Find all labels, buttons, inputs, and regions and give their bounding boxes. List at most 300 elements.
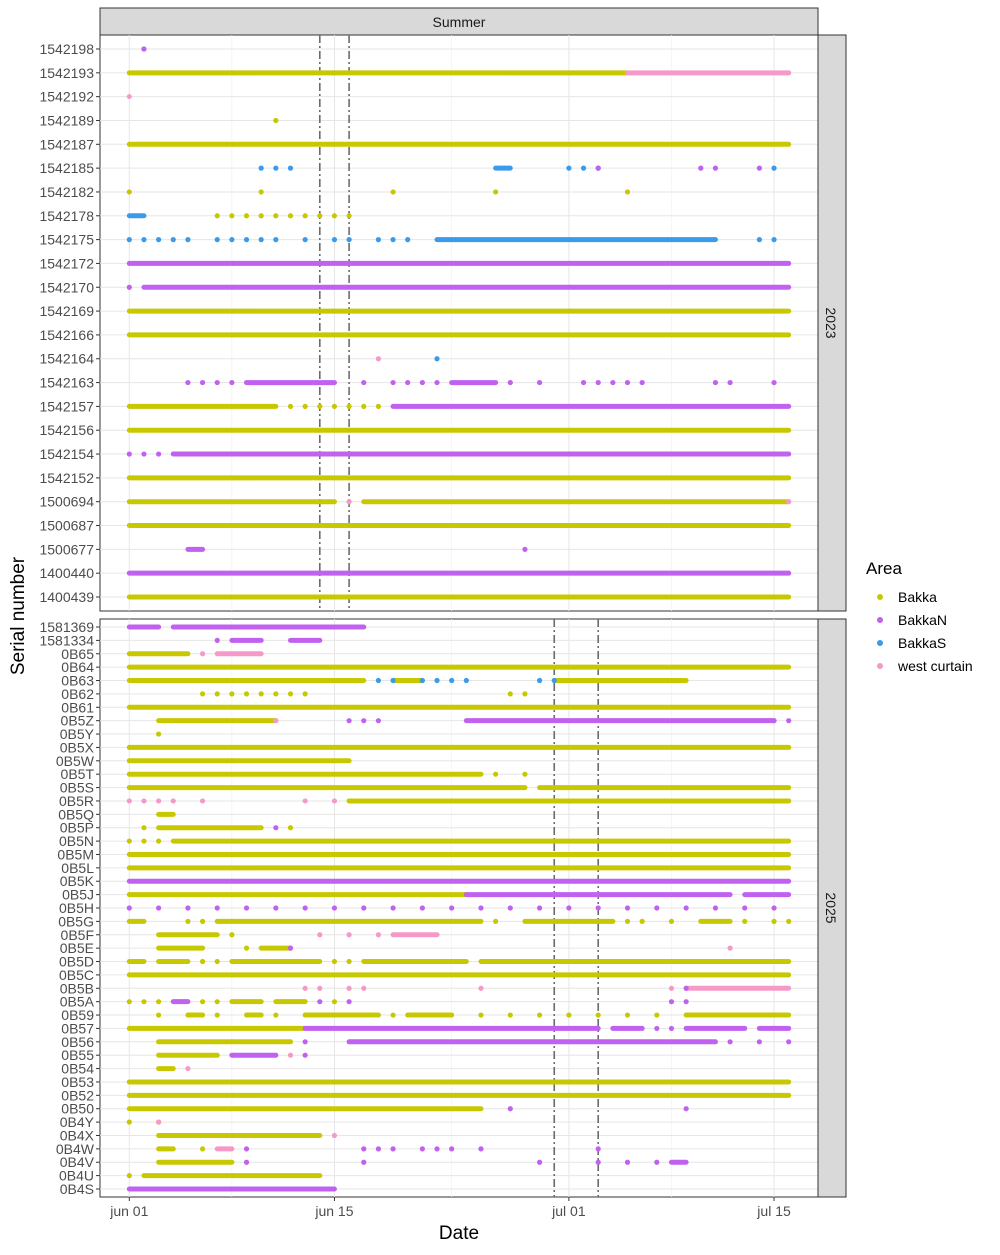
detection-point xyxy=(215,380,220,385)
detection-point xyxy=(361,986,366,991)
detection-point xyxy=(596,1146,601,1151)
detection-point xyxy=(640,380,645,385)
panel-2025 xyxy=(39,619,846,1197)
detection-point xyxy=(303,905,308,910)
panel-2023 xyxy=(39,35,846,611)
detection-point xyxy=(625,905,630,910)
y-tick-label: 1542166 xyxy=(39,326,94,343)
detection-point xyxy=(478,1012,483,1017)
detection-point xyxy=(361,404,366,409)
detection-point xyxy=(596,1160,601,1165)
y-tick-label: 0B5L xyxy=(61,859,94,876)
legend-label: BakkaS xyxy=(898,635,947,651)
detection-point xyxy=(786,499,791,504)
detection-point xyxy=(317,999,322,1004)
detection-point xyxy=(596,1012,601,1017)
y-axis-title: Serial number xyxy=(8,556,29,676)
detection-point xyxy=(581,166,586,171)
detection-point xyxy=(522,547,527,552)
detection-point xyxy=(434,678,439,683)
detection-point xyxy=(259,189,264,194)
detection-point xyxy=(405,380,410,385)
detection-point xyxy=(332,404,337,409)
detection-point xyxy=(771,166,776,171)
y-tick-label: 1400439 xyxy=(39,589,94,605)
detection-point xyxy=(522,691,527,696)
detection-point xyxy=(508,691,513,696)
detection-point xyxy=(215,691,220,696)
detection-point xyxy=(156,999,161,1004)
detection-point xyxy=(566,166,571,171)
detection-point xyxy=(684,1106,689,1111)
detection-point xyxy=(200,691,205,696)
detection-point xyxy=(273,166,278,171)
x-tick-label: jul 15 xyxy=(757,1203,791,1219)
detection-point xyxy=(127,838,132,843)
detection-point xyxy=(361,718,366,723)
detection-point xyxy=(215,1012,220,1017)
y-tick-label: 1542154 xyxy=(39,446,94,463)
detection-point xyxy=(303,237,308,242)
detection-point xyxy=(141,798,146,803)
detection-point xyxy=(537,905,542,910)
detection-point xyxy=(215,999,220,1004)
facet-strip-title: Summer xyxy=(432,14,486,30)
detection-point xyxy=(244,213,249,218)
detection-point xyxy=(273,825,278,830)
detection-point xyxy=(493,919,498,924)
detection-point xyxy=(347,986,352,991)
y-tick-label: 1542178 xyxy=(39,207,94,224)
detection-point xyxy=(552,678,557,683)
y-tick-label: 1500677 xyxy=(39,541,94,558)
detection-point xyxy=(684,999,689,1004)
detection-point xyxy=(273,118,278,123)
y-tick-label: 0B5E xyxy=(59,940,94,957)
detection-point xyxy=(449,1146,454,1151)
detection-point xyxy=(332,999,337,1004)
y-tick-label: 0B5A xyxy=(59,993,94,1010)
detection-point xyxy=(127,285,132,290)
detection-point xyxy=(596,905,601,910)
detection-point xyxy=(508,1106,513,1111)
detection-point xyxy=(229,380,234,385)
detection-point xyxy=(625,919,630,924)
detection-point xyxy=(786,919,791,924)
detection-point xyxy=(259,237,264,242)
detection-point xyxy=(332,213,337,218)
detection-point xyxy=(405,237,410,242)
detection-point xyxy=(508,905,513,910)
y-tick-label: 0B5Y xyxy=(59,726,94,743)
y-tick-label: 0B5P xyxy=(59,819,94,836)
detection-point xyxy=(273,691,278,696)
y-tick-label: 1542187 xyxy=(39,136,94,153)
detection-point xyxy=(332,959,337,964)
y-tick-label: 0B55 xyxy=(61,1047,94,1064)
detection-point xyxy=(200,651,205,656)
y-tick-label: 0B56 xyxy=(61,1033,94,1050)
detection-point xyxy=(303,986,308,991)
y-tick-label: 0B5F xyxy=(60,926,94,943)
y-tick-label: 1581334 xyxy=(39,632,94,649)
detection-point xyxy=(156,838,161,843)
detection-point xyxy=(347,999,352,1004)
detection-point xyxy=(127,237,132,242)
legend-key xyxy=(877,594,883,600)
legend-key xyxy=(877,640,883,646)
detection-point xyxy=(537,1160,542,1165)
y-tick-label: 0B5B xyxy=(59,980,94,997)
detection-point xyxy=(347,959,352,964)
detection-point xyxy=(288,691,293,696)
y-tick-label: 1542156 xyxy=(39,422,94,439)
detection-point xyxy=(434,1146,439,1151)
y-tick-label: 1400440 xyxy=(39,565,94,582)
detection-point xyxy=(273,1012,278,1017)
detection-point xyxy=(259,166,264,171)
y-tick-label: 0B5R xyxy=(58,792,94,809)
detection-point xyxy=(390,1146,395,1151)
detection-point xyxy=(215,959,220,964)
y-tick-label: 1542175 xyxy=(39,231,94,248)
detection-point xyxy=(273,237,278,242)
legend-key xyxy=(877,617,883,623)
detection-point xyxy=(742,919,747,924)
detection-point xyxy=(390,1012,395,1017)
detection-point xyxy=(141,838,146,843)
y-tick-label: 0B57 xyxy=(61,1020,94,1037)
detection-point xyxy=(185,1066,190,1071)
detection-point xyxy=(229,213,234,218)
facet-strip-2025-label: 2025 xyxy=(823,892,839,924)
y-tick-label: 0B5K xyxy=(59,873,94,890)
detection-point xyxy=(347,237,352,242)
y-tick-label: 0B65 xyxy=(61,645,94,662)
facet-strip-2023-label: 2023 xyxy=(823,307,839,339)
legend-label: BakkaN xyxy=(898,612,948,628)
detection-point xyxy=(493,772,498,777)
x-tick-label: jun 01 xyxy=(110,1203,149,1219)
detection-point xyxy=(478,905,483,910)
legend-label: west curtain xyxy=(898,658,973,674)
detection-point xyxy=(654,905,659,910)
detection-point xyxy=(757,1039,762,1044)
detection-point xyxy=(684,905,689,910)
detection-point xyxy=(288,825,293,830)
detection-point xyxy=(390,380,395,385)
y-tick-label: 1542157 xyxy=(39,398,94,415)
detection-point xyxy=(742,905,747,910)
detection-point xyxy=(361,1160,366,1165)
detection-point xyxy=(376,932,381,937)
detection-point xyxy=(698,166,703,171)
detection-point xyxy=(625,380,630,385)
detection-point xyxy=(771,919,776,924)
detection-point xyxy=(303,1039,308,1044)
detection-point xyxy=(244,905,249,910)
detection-point xyxy=(156,798,161,803)
legend-key xyxy=(877,663,883,669)
detection-point xyxy=(390,905,395,910)
detection-point xyxy=(610,380,615,385)
y-tick-label: 0B5X xyxy=(59,739,94,756)
detection-point xyxy=(317,404,322,409)
detection-point xyxy=(654,1160,659,1165)
y-tick-label: 0B5M xyxy=(57,846,94,863)
detection-point xyxy=(259,213,264,218)
detection-point xyxy=(420,380,425,385)
y-tick-label: 0B5Q xyxy=(58,806,94,823)
detection-point xyxy=(347,499,352,504)
detection-point xyxy=(288,166,293,171)
detection-point xyxy=(376,237,381,242)
y-tick-label: 0B5C xyxy=(58,966,94,983)
detection-point xyxy=(347,718,352,723)
detection-point xyxy=(596,380,601,385)
detection-point xyxy=(361,380,366,385)
detection-point xyxy=(156,731,161,736)
detection-point xyxy=(361,905,366,910)
detection-point xyxy=(376,404,381,409)
detection-point xyxy=(449,678,454,683)
y-tick-label: 1542152 xyxy=(39,469,94,486)
detection-point xyxy=(127,451,132,456)
detection-point xyxy=(127,1119,132,1124)
detection-point xyxy=(156,905,161,910)
detection-point xyxy=(581,380,586,385)
detection-point xyxy=(141,825,146,830)
detection-point xyxy=(288,213,293,218)
detection-point xyxy=(478,1146,483,1151)
detection-point xyxy=(273,718,278,723)
detection-point xyxy=(625,189,630,194)
y-tick-label: 0B52 xyxy=(61,1087,94,1104)
detection-point xyxy=(420,905,425,910)
detection-point xyxy=(200,1146,205,1151)
y-tick-label: 0B54 xyxy=(61,1060,94,1077)
detection-point xyxy=(200,959,205,964)
detection-point xyxy=(493,189,498,194)
detection-point xyxy=(127,905,132,910)
detection-point xyxy=(303,1053,308,1058)
y-tick-label: 1542185 xyxy=(39,160,94,177)
detection-point xyxy=(141,999,146,1004)
x-tick-label: jun 15 xyxy=(315,1203,354,1219)
detection-point xyxy=(537,380,542,385)
detection-point xyxy=(185,905,190,910)
detection-point xyxy=(640,919,645,924)
detection-point xyxy=(273,213,278,218)
detection-point xyxy=(288,946,293,951)
detection-point xyxy=(390,189,395,194)
detection-point xyxy=(185,237,190,242)
detection-point xyxy=(200,798,205,803)
detection-point xyxy=(332,1133,337,1138)
detection-point xyxy=(244,1146,249,1151)
detection-point xyxy=(713,905,718,910)
y-tick-label: 0B64 xyxy=(61,659,94,676)
detection-point xyxy=(376,678,381,683)
y-tick-label: 0B5Z xyxy=(60,712,94,729)
detection-point xyxy=(669,1026,674,1031)
y-tick-label: 1542189 xyxy=(39,112,94,129)
detection-point xyxy=(420,1146,425,1151)
detection-point xyxy=(508,1012,513,1017)
detection-point xyxy=(347,404,352,409)
detection-point xyxy=(127,1173,132,1178)
detection-point xyxy=(171,237,176,242)
detection-point xyxy=(303,691,308,696)
detection-point xyxy=(303,798,308,803)
y-tick-label: 0B4Y xyxy=(59,1114,94,1131)
detection-point xyxy=(332,237,337,242)
y-tick-label: 0B5S xyxy=(59,779,94,796)
detection-point xyxy=(156,237,161,242)
detection-point xyxy=(171,798,176,803)
detection-point xyxy=(141,46,146,51)
detection-point xyxy=(654,1012,659,1017)
detection-point xyxy=(127,798,132,803)
detection-point xyxy=(786,718,791,723)
detection-point xyxy=(229,932,234,937)
y-tick-label: 0B4X xyxy=(59,1127,94,1144)
y-tick-label: 0B5W xyxy=(55,752,94,769)
y-tick-label: 0B4W xyxy=(55,1140,94,1157)
detection-point xyxy=(361,1146,366,1151)
detection-point xyxy=(156,451,161,456)
detection-point xyxy=(713,380,718,385)
detection-point xyxy=(713,166,718,171)
detection-point xyxy=(127,999,132,1004)
detection-point xyxy=(229,691,234,696)
detection-point xyxy=(537,678,542,683)
y-tick-label: 0B4U xyxy=(58,1167,94,1184)
detection-point xyxy=(434,356,439,361)
detection-point xyxy=(303,213,308,218)
y-tick-label: 1542182 xyxy=(39,183,94,200)
detection-point xyxy=(317,213,322,218)
detection-point xyxy=(771,237,776,242)
detection-point xyxy=(449,905,454,910)
detection-point xyxy=(156,1119,161,1124)
y-tick-label: 0B5T xyxy=(60,766,94,783)
detection-point xyxy=(376,1146,381,1151)
detection-point xyxy=(141,451,146,456)
detection-point xyxy=(273,905,278,910)
detection-point xyxy=(669,999,674,1004)
y-tick-label: 0B4S xyxy=(59,1181,94,1197)
detection-point xyxy=(288,1053,293,1058)
detection-point xyxy=(229,237,234,242)
y-tick-label: 0B5G xyxy=(58,913,94,930)
y-tick-label: 0B5H xyxy=(58,900,94,916)
detection-point xyxy=(757,237,762,242)
detection-point xyxy=(141,237,146,242)
detection-point xyxy=(669,986,674,991)
detection-point xyxy=(185,380,190,385)
y-tick-label: 1542198 xyxy=(39,41,94,57)
y-tick-label: 1500687 xyxy=(39,517,94,534)
detection-point xyxy=(127,189,132,194)
legend-title: Area xyxy=(866,559,902,578)
detection-point xyxy=(332,798,337,803)
detection-point xyxy=(200,999,205,1004)
detection-point xyxy=(464,678,469,683)
detection-point xyxy=(215,638,220,643)
detection-point xyxy=(596,166,601,171)
detection-point xyxy=(727,380,732,385)
y-tick-label: 0B59 xyxy=(61,1007,94,1024)
y-tick-label: 0B5N xyxy=(58,833,94,850)
y-tick-label: 0B5D xyxy=(58,953,94,970)
y-tick-label: 0B53 xyxy=(61,1073,94,1090)
detection-point xyxy=(684,986,689,991)
y-tick-label: 1542192 xyxy=(39,88,94,105)
y-tick-label: 0B50 xyxy=(61,1100,94,1117)
detection-point xyxy=(332,905,337,910)
detection-point xyxy=(376,356,381,361)
detection-point xyxy=(566,1012,571,1017)
x-tick-label: jul 01 xyxy=(552,1203,586,1219)
detection-point xyxy=(727,1039,732,1044)
y-tick-label: 1542193 xyxy=(39,64,94,81)
detection-point xyxy=(244,946,249,951)
x-axis-title: Date xyxy=(438,1223,480,1244)
detection-point xyxy=(537,1012,542,1017)
detection-point xyxy=(434,380,439,385)
y-tick-label: 0B5J xyxy=(62,886,94,903)
detection-point xyxy=(259,691,264,696)
y-tick-label: 1542164 xyxy=(39,350,94,367)
y-tick-label: 1500694 xyxy=(39,493,94,510)
detection-point xyxy=(786,1039,791,1044)
detection-point xyxy=(317,986,322,991)
detection-point xyxy=(508,380,513,385)
detection-point xyxy=(303,404,308,409)
detection-point xyxy=(390,678,395,683)
detection-point xyxy=(390,237,395,242)
y-tick-label: 0B4V xyxy=(59,1154,94,1171)
y-tick-label: 1542172 xyxy=(39,255,94,272)
detection-point xyxy=(215,905,220,910)
y-tick-label: 1581369 xyxy=(39,619,94,635)
detection-point xyxy=(625,1012,630,1017)
detection-point xyxy=(347,932,352,937)
detection-point xyxy=(771,718,776,723)
detection-point xyxy=(215,237,220,242)
detection-point xyxy=(478,986,483,991)
detection-point xyxy=(727,946,732,951)
detection-point xyxy=(420,678,425,683)
detection-point xyxy=(288,404,293,409)
detection-point xyxy=(376,718,381,723)
y-tick-label: 0B61 xyxy=(61,699,94,716)
detection-point xyxy=(771,380,776,385)
detection-point xyxy=(347,213,352,218)
legend-label: Bakka xyxy=(898,589,937,605)
detection-point xyxy=(522,772,527,777)
detection-point xyxy=(200,919,205,924)
detection-point xyxy=(625,1160,630,1165)
detection-point xyxy=(244,691,249,696)
detection-point xyxy=(244,1160,249,1165)
detection-point xyxy=(156,1012,161,1017)
y-tick-label: 0B63 xyxy=(61,672,94,689)
detection-point xyxy=(654,1026,659,1031)
detection-point xyxy=(317,932,322,937)
detection-point xyxy=(566,905,571,910)
